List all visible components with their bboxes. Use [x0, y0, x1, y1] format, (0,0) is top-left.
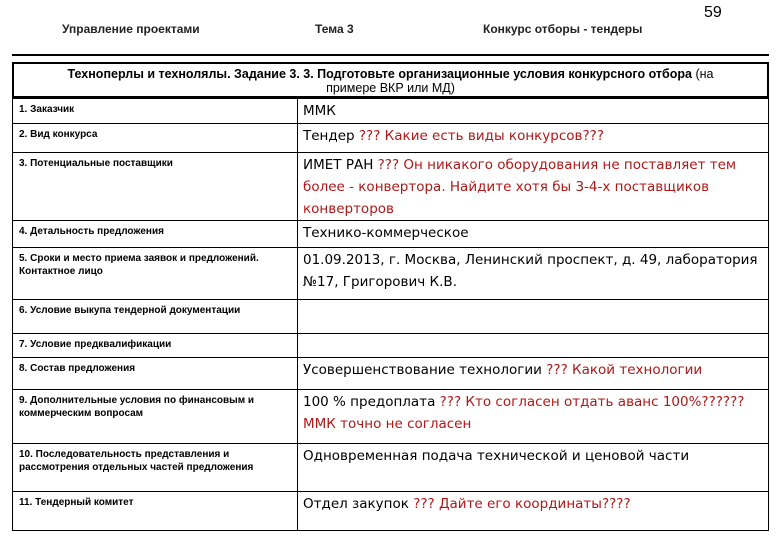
row-value-cell — [298, 221, 769, 248]
row-label: 3. Потенциальные поставщики — [13, 153, 298, 221]
row-value-cell — [298, 99, 769, 124]
row-answer: ИМЕТ РАН — [303, 157, 374, 173]
row-label: 4. Детальность предложения — [13, 221, 298, 248]
page-number: 59 — [704, 4, 722, 21]
row-value-cell — [298, 492, 769, 531]
table-row — [13, 248, 769, 300]
reviewer-comment: ??? Он никакого оборудования не поставляет тем более - конвертора. Найдите хотя бы 3-4-х поставщиков конверторов — [303, 157, 737, 217]
task-title-bold: Техноперлы и технолялы. Задание 3. 3. Подготовьте организационные условия конкурсного отбора — [67, 67, 692, 81]
table-row — [13, 300, 769, 334]
row-value-cell — [298, 444, 769, 492]
row-label: 6. Условие выкупа тендерной документации — [13, 300, 298, 334]
row-value-cell — [298, 390, 769, 444]
row-label: 10. Последовательность представления и рассмотрения отдельных частей предложения — [13, 444, 298, 492]
row-answer: Технико-коммерческое — [303, 225, 469, 241]
row-answer: Отдел закупок — [303, 496, 409, 512]
row-answer: 100 % предоплата — [303, 394, 436, 410]
table-row — [13, 390, 769, 444]
table-row — [13, 153, 769, 221]
row-label: 5. Сроки и место приема заявок и предложений. Контактное лицо — [13, 248, 298, 300]
row-label: 7. Условие предквалификации — [13, 334, 298, 358]
row-value-cell — [298, 358, 769, 390]
header-divider — [12, 54, 769, 56]
table-row — [13, 444, 769, 492]
row-value-cell — [298, 300, 769, 334]
row-answer: Одновременная подача технической и ценовой части — [303, 448, 690, 464]
header-topic: Тема 3 — [315, 22, 354, 36]
table-row — [13, 124, 769, 153]
table-row — [13, 334, 769, 358]
row-label: 11. Тендерный комитет — [13, 492, 298, 531]
row-value-cell — [298, 248, 769, 300]
conditions-table — [12, 98, 769, 531]
row-label: 8. Состав предложения — [13, 358, 298, 390]
row-answer: 01.09.2013, г. Москва, Ленинский проспект, д. 49, лаборатория №17, Григорович К.В. — [303, 252, 758, 290]
reviewer-comment: ??? Какой технологии — [546, 362, 703, 378]
row-label: 1. Заказчик — [13, 99, 298, 124]
reviewer-comment: ??? Дайте его координаты???? — [413, 496, 631, 512]
row-label: 2. Вид конкурса — [13, 124, 298, 153]
row-answer: Тендер — [303, 128, 355, 144]
task-title-box — [12, 62, 769, 98]
header-section: Конкурс отборы - тендеры — [483, 22, 643, 36]
row-answer: Усовершенствование технологии — [303, 362, 542, 378]
table-row — [13, 221, 769, 248]
table-row — [13, 99, 769, 124]
task-title-normal: (на — [695, 67, 714, 81]
row-label: 9. Дополнительные условия по финансовым и коммерческим вопросам — [13, 390, 298, 444]
task-title-line2: примере ВКР или МД) — [326, 81, 455, 95]
header-course-title: Управление проектами — [62, 22, 200, 36]
table-row — [13, 492, 769, 531]
row-value-cell — [298, 334, 769, 358]
reviewer-comment: ??? Какие есть виды конкурсов??? — [358, 128, 604, 144]
reviewer-comment: ??? Кто согласен отдать аванс 100%?????? ММК точно не согласен — [303, 394, 745, 432]
row-answer: ММК — [303, 103, 336, 119]
row-value-cell — [298, 124, 769, 153]
table-row — [13, 358, 769, 390]
row-value-cell — [298, 153, 769, 221]
